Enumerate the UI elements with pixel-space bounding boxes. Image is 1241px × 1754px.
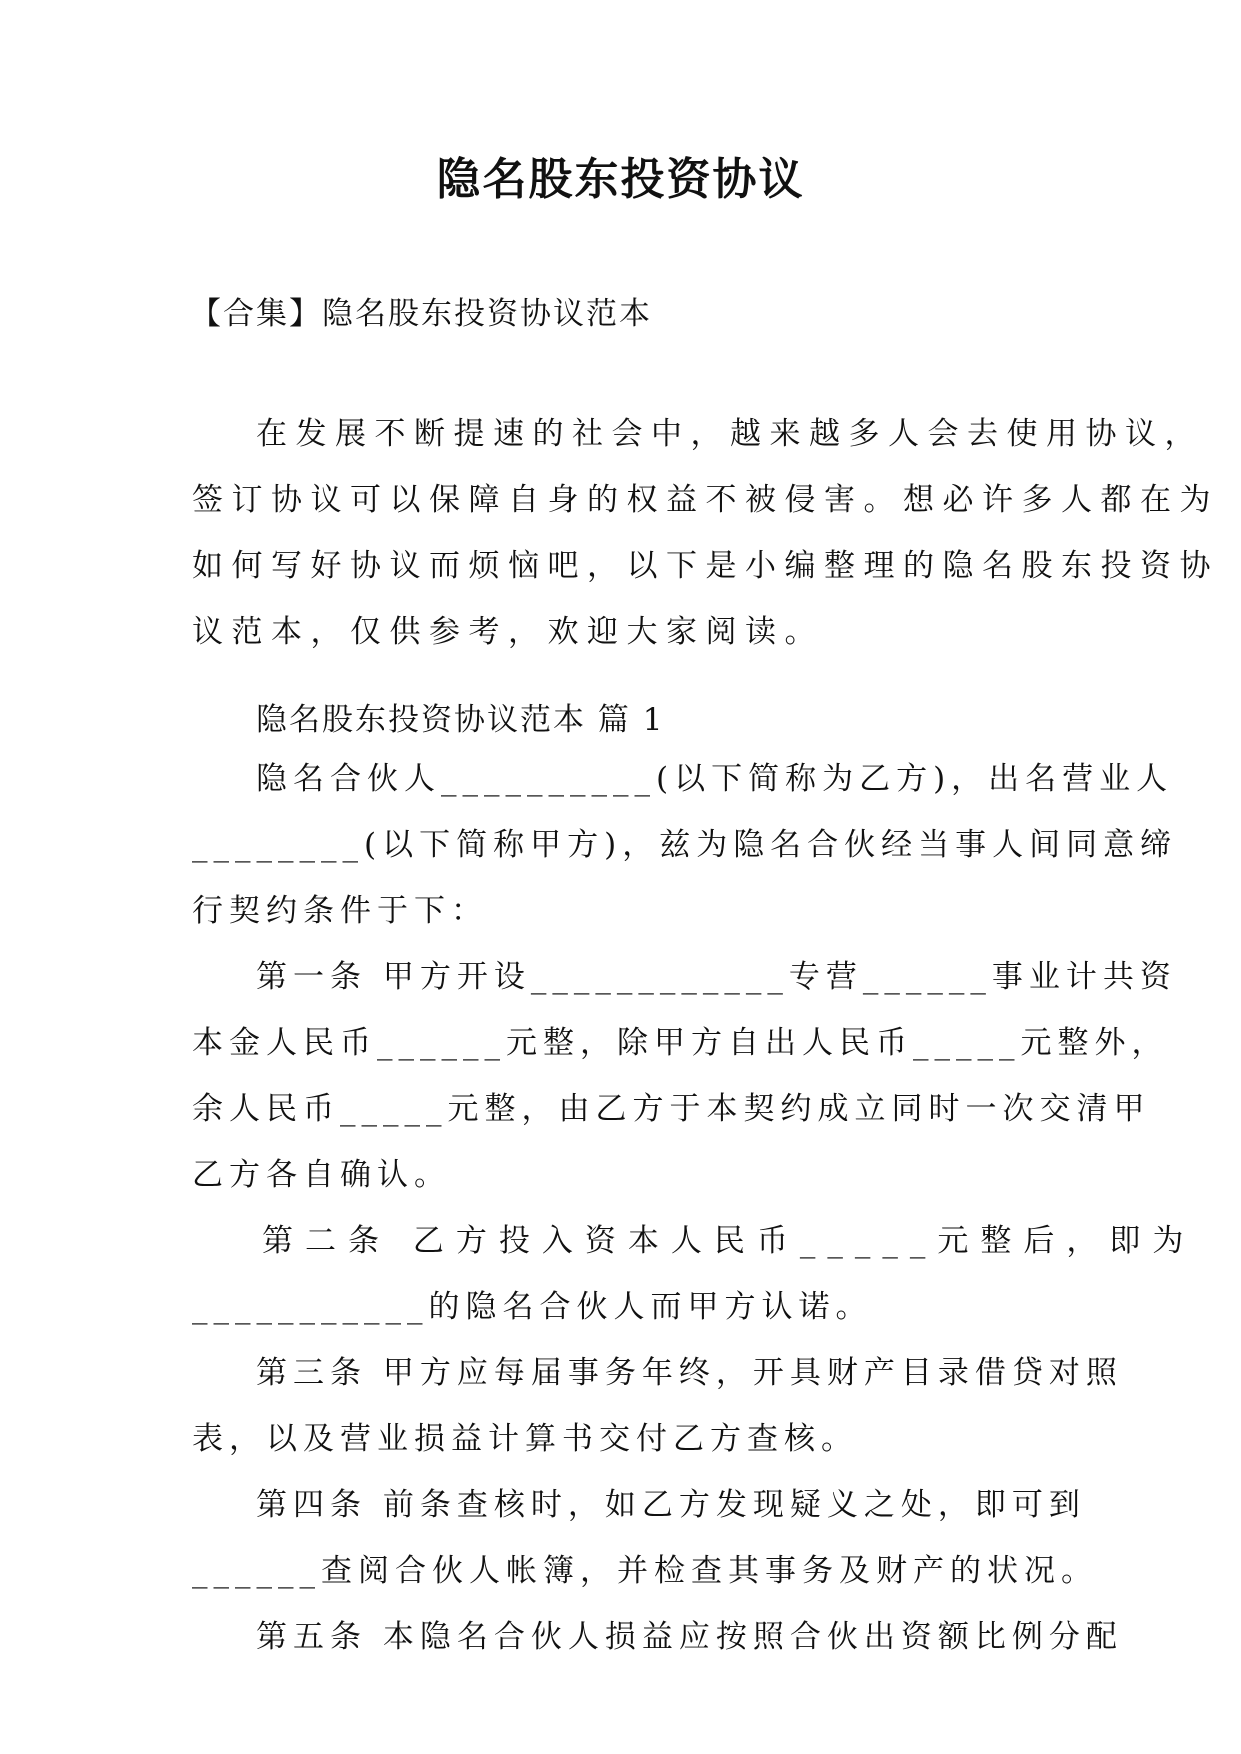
section-heading: 隐名股东投资协议范本 篇 1: [256, 702, 665, 738]
intro-paragraph: [192, 401, 1219, 665]
body-line: 乙方各自确认。: [192, 1157, 451, 1193]
body-line: 表，以及营业损益计算书交付乙方查核。: [192, 1421, 858, 1457]
body-line: 行契约条件于下：: [192, 893, 488, 929]
body-line: 隐名合伙人__________(以下简称为乙方)，出名营业人: [256, 761, 1174, 797]
document-title: 隐名股东投资协议: [436, 154, 805, 205]
body-line: 本金人民币______元整，除甲方自出人民币_____元整外，: [192, 1025, 1169, 1061]
intro-line: 议范本，仅供参考，欢迎大家阅读。: [192, 614, 824, 650]
document-subtitle: 【合集】隐名股东投资协议范本: [190, 296, 652, 332]
article-2-line: 第二条 乙方投入资本人民币_____元整后，即为: [262, 1223, 1196, 1259]
article-1-line: 第一条 甲方开设____________专营______事业计共资: [256, 959, 1177, 995]
body-line: ________(以下简称甲方)，兹为隐名合伙经当事人间同意缔: [192, 827, 1178, 863]
body-line: ___________的隐名合伙人而甲方认诺。: [192, 1289, 873, 1325]
intro-line: 在发展不断提速的社会中，越来越多人会去使用协议，: [256, 416, 1204, 452]
intro-line: 签订协议可以保障自身的权益不被侵害。想必许多人都在为: [192, 482, 1219, 518]
intro-line: 如何写好协议而烦恼吧，以下是小编整理的隐名股东投资协: [192, 548, 1219, 584]
article-5-line: 第五条 本隐名合伙人损益应按照合伙出资额比例分配: [256, 1619, 1123, 1655]
body-line: ______查阅合伙人帐簿，并检查其事务及财产的状况。: [192, 1553, 1098, 1589]
body-line: 余人民币_____元整，由乙方于本契约成立同时一次交清甲: [192, 1091, 1151, 1127]
article-3-line: 第三条 甲方应每届事务年终，开具财产目录借贷对照: [256, 1355, 1123, 1391]
agreement-body: [192, 746, 1196, 1670]
article-4-line: 第四条 前条查核时，如乙方发现疑义之处，即可到: [256, 1487, 1086, 1523]
